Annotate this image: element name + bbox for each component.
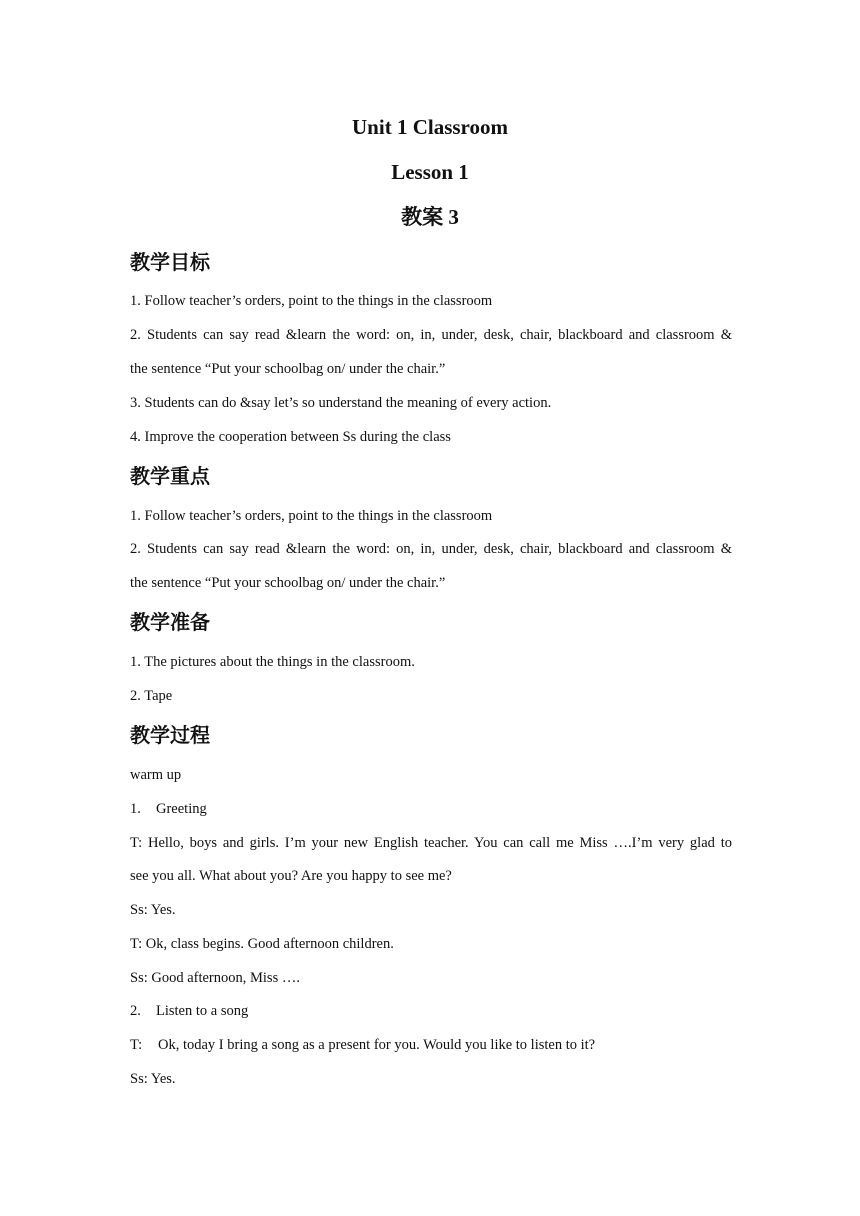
objective-line: 3. Students can do &say let’s so understand the meaning of every action. <box>130 395 552 411</box>
process-heading: 教学过程 <box>130 723 210 747</box>
dialogue-line: Ss: Yes. <box>130 1071 176 1087</box>
preparation-line: 1. The pictures about the things in the classroom. <box>130 654 415 670</box>
dialogue-line: see you all. What about you? Are you happy to see me? <box>130 868 452 884</box>
objective-line: 2. Students can say read &learn the word: on, in, under, desk, chair, blackboard and classroom & <box>130 327 732 343</box>
objective-line: 4. Improve the cooperation between Ss during the class <box>130 429 451 445</box>
step-number: 1. <box>130 801 141 817</box>
unit-title: Unit 1 Classroom <box>352 115 508 139</box>
dialogue-line: T: Hello, boys and girls. I’m your new English teacher. You can call me Miss ….I’m very glad to <box>130 835 732 851</box>
preparation-line: 2. Tape <box>130 688 173 704</box>
objective-line: 1. Follow teacher’s orders, point to the things in the classroom <box>130 293 493 309</box>
step-greeting <box>130 799 732 819</box>
warm-up-label: warm up <box>130 767 182 783</box>
objective-line: the sentence “Put your schoolbag on/ under the chair.” <box>130 361 446 377</box>
dialogue-line: T: Ok, class begins. Good afternoon children. <box>130 936 394 952</box>
dialogue-line: Ss: Good afternoon, Miss …. <box>130 970 300 986</box>
objectives-heading: 教学目标 <box>130 250 210 274</box>
step-label: Greeting <box>156 801 207 817</box>
key-point-line: 2. Students can say read &learn the word: on, in, under, desk, chair, blackboard and classroom & <box>130 541 732 557</box>
plan-title: 教案 3 <box>401 205 459 229</box>
dialogue-text: Ok, today I bring a song as a present for you. Would you like to listen to it? <box>158 1037 596 1053</box>
key-point-line: 1. Follow teacher’s orders, point to the things in the classroom <box>130 508 493 524</box>
lesson-title: Lesson 1 <box>391 160 469 184</box>
key-point-line: the sentence “Put your schoolbag on/ under the chair.” <box>130 575 446 591</box>
step-listen-song <box>130 1001 732 1021</box>
dialogue-line <box>130 1035 732 1055</box>
preparation-heading: 教学准备 <box>130 610 210 634</box>
key-points-heading: 教学重点 <box>130 464 210 488</box>
speaker-label: T: <box>130 1037 143 1053</box>
step-number: 2. <box>130 1003 141 1019</box>
step-label: Listen to a song <box>156 1003 249 1019</box>
dialogue-line: Ss: Yes. <box>130 902 176 918</box>
